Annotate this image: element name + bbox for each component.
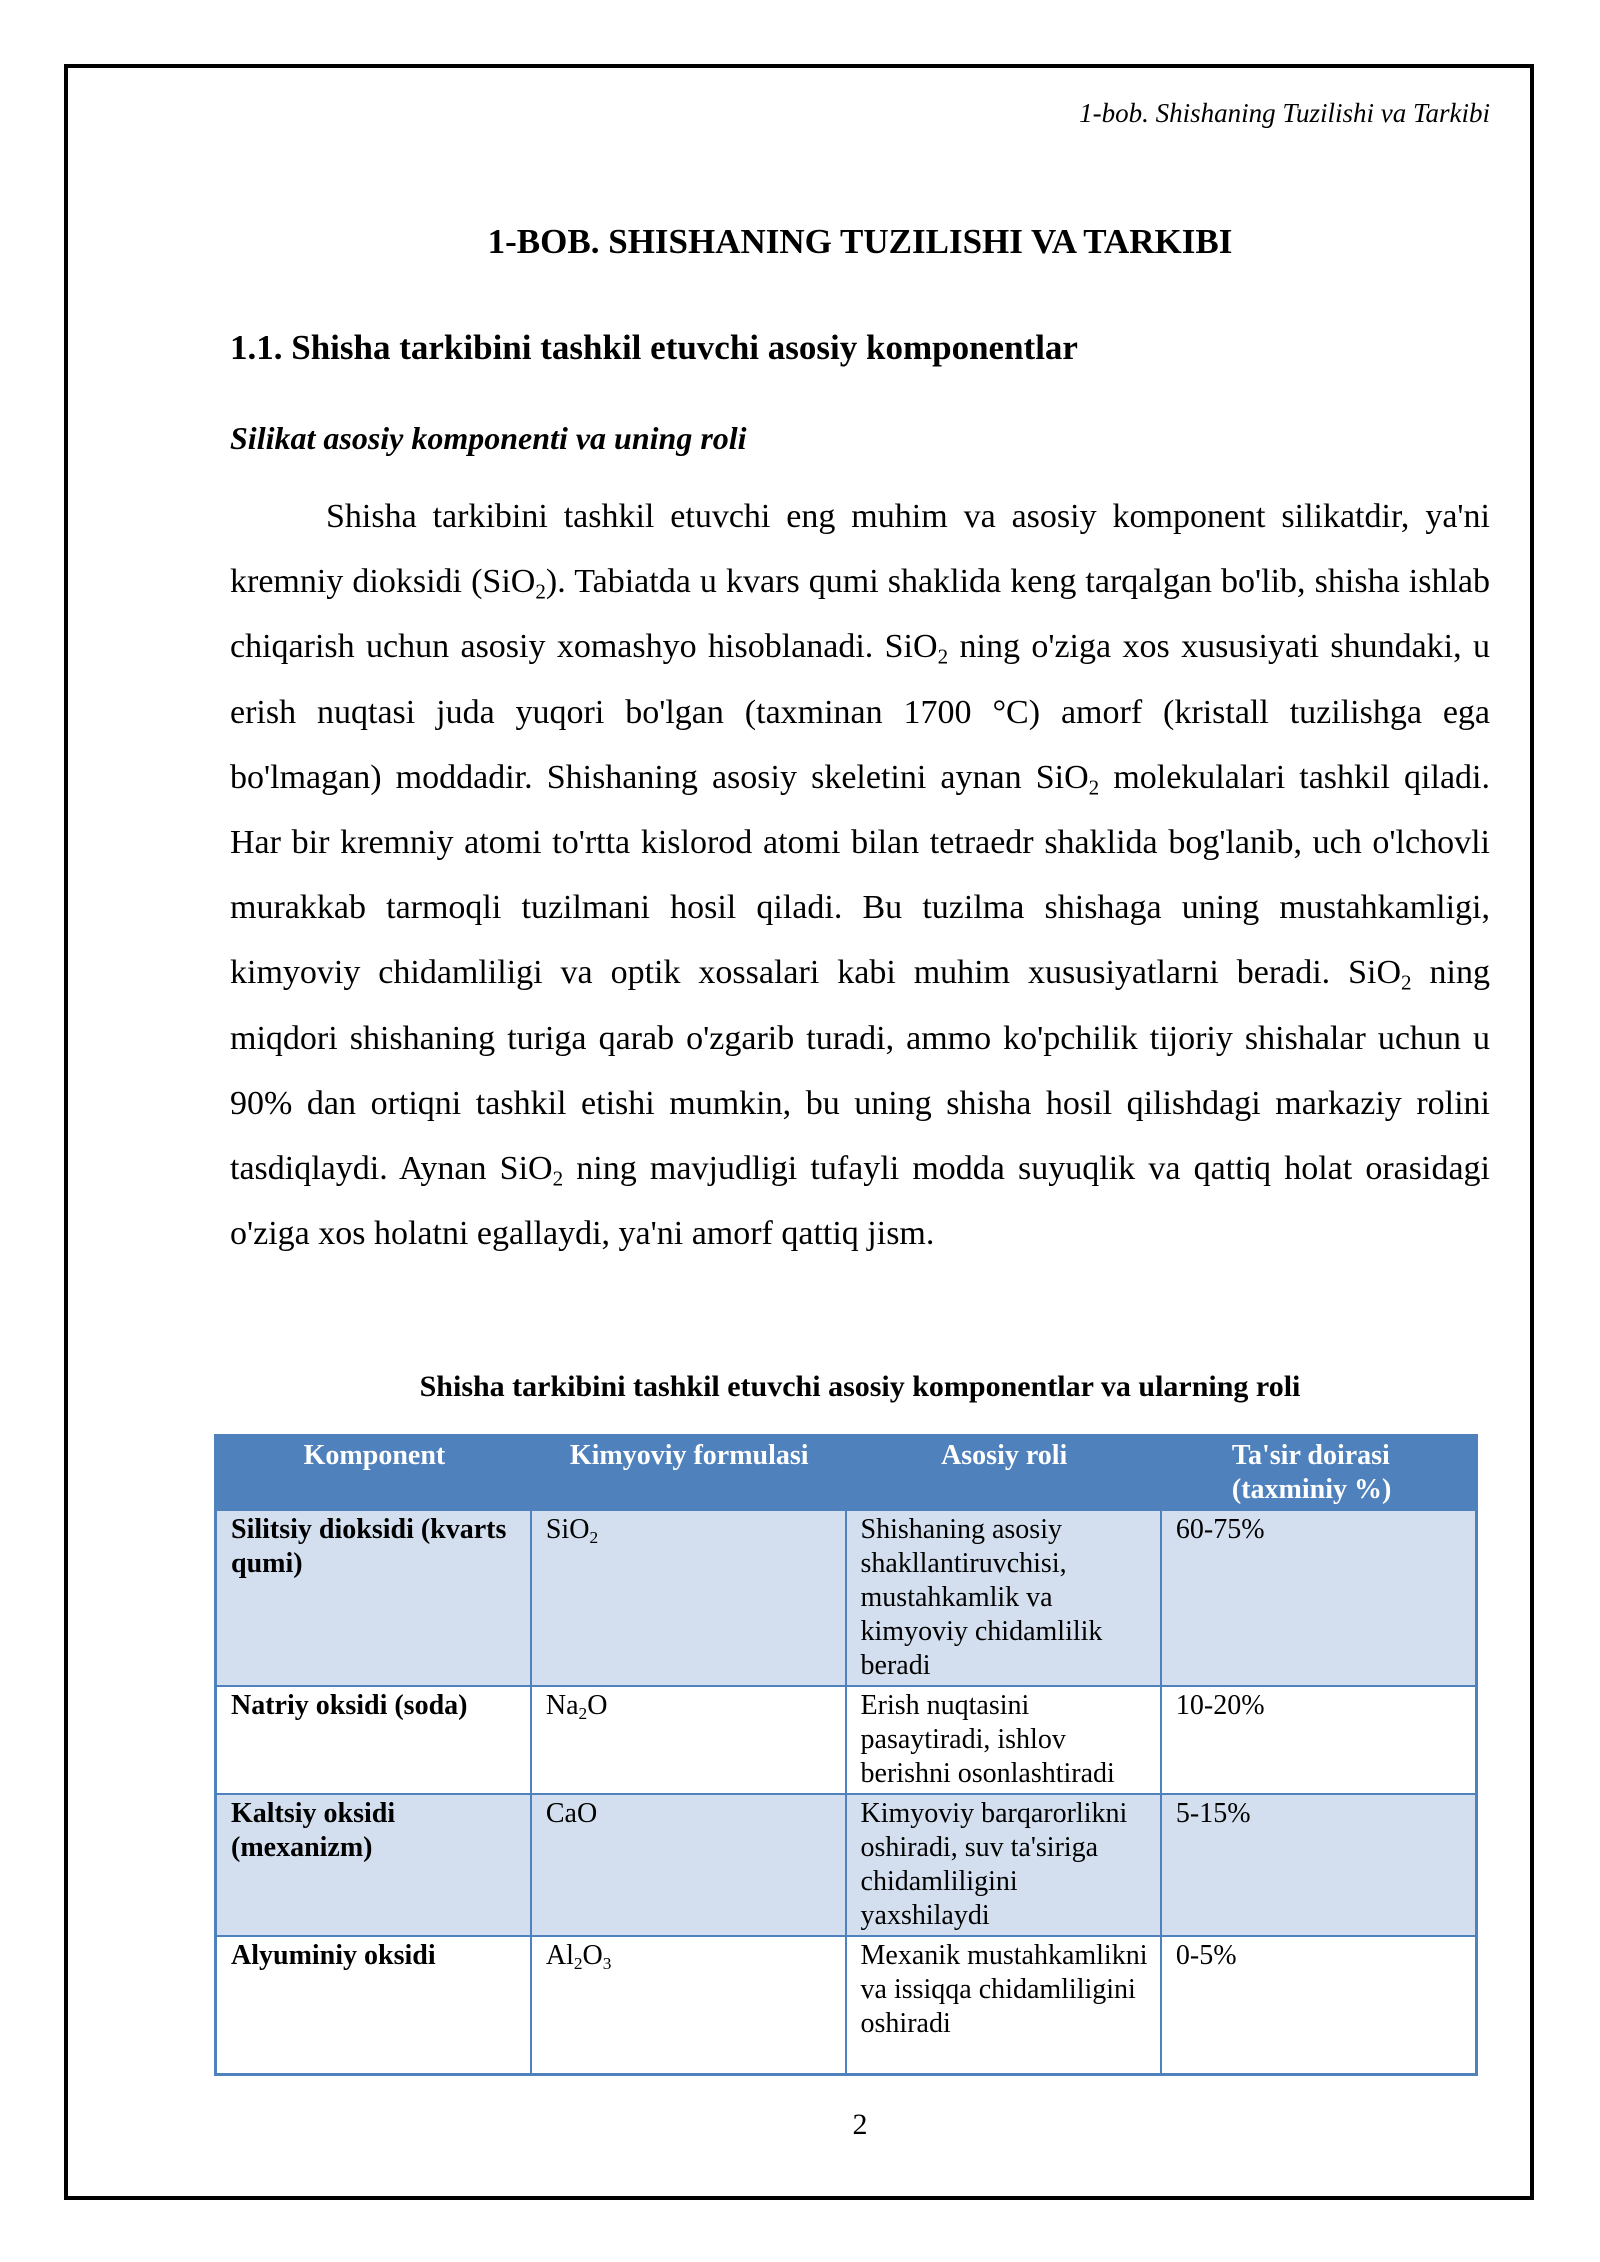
- column-header: Ta'sir doirasi (taxminiy %): [1161, 1436, 1476, 1510]
- chemical-formula: SiO$_2$: [531, 1510, 846, 1686]
- component-name: Silitsiy dioksidi (kvarts qumi): [216, 1510, 531, 1686]
- component-name: Alyuminiy oksidi: [216, 1936, 531, 2074]
- table-row: [216, 1794, 1476, 1936]
- subsection-title: Silikat asosiy komponenti va uning roli: [230, 420, 747, 456]
- column-header: Komponent: [216, 1436, 531, 1510]
- page-number: 2: [852, 2108, 868, 2141]
- column-header: Kimyoviy formulasi: [531, 1436, 846, 1510]
- running-header: 1-bob. Shishaning Tuzilishi va Tarkibi: [1079, 98, 1490, 128]
- subscript: 2: [1401, 970, 1412, 995]
- subscript: 2: [552, 1166, 564, 1191]
- component-range: 60-75%: [1161, 1510, 1476, 1686]
- component-role: Mexanik mustahkamlikni va issiqqa chidamliligini oshiradi: [846, 1936, 1161, 2074]
- paragraph-text-1: Shisha tarkibini tashkil etuvchi eng muhim va asosiy komponent silikatdir, ya'ni kremniy dioksidi (SiO: [230, 498, 1490, 601]
- paragraph-text-4: molekulalari tashkil qiladi. Har bir kremniy atomi to'rtta kislorod atomi bilan tetraedr shaklida bog'lanib, uch o'lchovli murakkab tarmoqli tuzilmani hosil qiladi. Bu tuzilma shishaga uning mustahkamligi, kimyoviy chidamliligi va optik xossalari kabi muhim xususiyatlarni beradi. SiO: [230, 758, 1490, 992]
- table-row: [216, 1510, 1476, 1686]
- component-name: Natriy oksidi (soda): [216, 1686, 531, 1794]
- table-caption: Shisha tarkibini tashkil etuvchi asosiy komponentlar va ularning roli: [419, 1370, 1301, 1403]
- subscript: 2: [1088, 775, 1100, 800]
- component-range: 10-20%: [1161, 1686, 1476, 1794]
- paragraph-text-2: ). Tabiatda u kvars qumi shaklida keng tarqalgan bo'lib, shisha ishlab chiqarish uchun asosiy xomashyo hisoblanadi. SiO: [230, 563, 1491, 666]
- chemical-formula: CaO: [531, 1794, 846, 1936]
- column-header: Asosiy roli: [846, 1436, 1161, 1510]
- section-title: 1.1. Shisha tarkibini tashkil etuvchi asosiy komponentlar: [230, 328, 1078, 367]
- component-name: Kaltsiy oksidi (mexanizm): [216, 1794, 531, 1936]
- paragraph-text-5: ning miqdori shishaning turiga qarab o'zgarib turadi, ammo ko'pchilik tijoriy shishalar uchun u 90% dan ortiqni tashkil etishi mumkin, bu uning shisha hosil qilishdagi markaziy rolini tasdiqlaydi. Aynan SiO: [230, 954, 1490, 1188]
- component-role: Erish nuqtasini pasaytiradi, ishlov berishni osonlashtiradi: [846, 1686, 1161, 1794]
- chemical-formula: $Al_2O_3$: [531, 1936, 846, 2074]
- components-table: [214, 1434, 1478, 2076]
- chapter-title: 1-BOB. SHISHANING TUZILISHI VA TARKIBI: [487, 222, 1233, 261]
- table-row: [216, 1936, 1476, 2074]
- body-paragraph: [230, 484, 1490, 1266]
- subscript: 2: [535, 579, 546, 604]
- component-range: 0-5%: [1161, 1936, 1476, 2074]
- paragraph-text-3: ning o'ziga xos xususiyati shundaki, u erish nuqtasi juda yuqori bo'lgan (taxminan 1700 °C) amorf (kristall tuzilishga ega bo'lmagan) moddadir. Shishaning asosiy skeletini aynan SiO: [230, 628, 1490, 796]
- subscript: 2: [937, 644, 949, 669]
- table-row: [216, 1686, 1476, 1794]
- component-role: Kimyoviy barqarorlikni oshiradi, suv ta'siriga chidamliligini yaxshilaydi: [846, 1794, 1161, 1936]
- component-role: Shishaning asosiy shakllantiruvchisi, mustahkamlik va kimyoviy chidamlilik beradi: [846, 1510, 1161, 1686]
- table-header-row: [216, 1436, 1476, 1510]
- chemical-formula: $Na_2O$: [531, 1686, 846, 1794]
- component-range: 5-15%: [1161, 1794, 1476, 1936]
- paragraph-text-6: ning mavjudligi tufayli modda suyuqlik va qattiq holat orasidagi o'ziga xos holatni egallaydi, ya'ni amorf qattiq jism.: [230, 1150, 1490, 1253]
